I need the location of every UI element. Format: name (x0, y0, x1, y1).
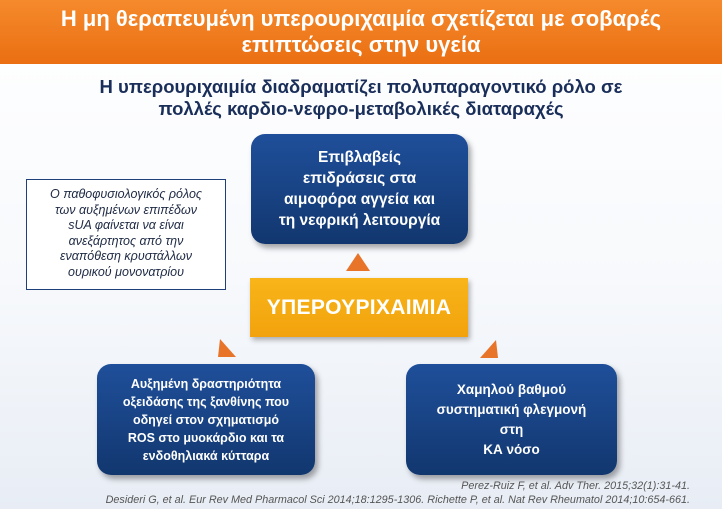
note-line: Ο παθοφυσιολογικός ρόλος (50, 187, 202, 201)
box-top-line: τη νεφρική λειτουργία (278, 212, 441, 229)
title-bar (0, 0, 722, 64)
reference-line-1: Perez-Ruiz F, et al. Adv Ther. 2015;32(1):31-41. (461, 480, 690, 492)
box-left-line: ενδοθηλιακά κύτταρα (142, 448, 270, 463)
box-left-line: Αυξημένη δραστηριότητα (130, 376, 282, 391)
note-line: ουρικού μονονατρίου (68, 264, 184, 279)
subtitle-line-1: Η υπερουριχαιμία διαδραματίζει πολυπαραγοντικό ρόλο σε (99, 76, 623, 97)
subtitle-line-2: πολλές καρδιο-νεφρο-μεταβολικές διαταραχές (158, 98, 564, 119)
title-line-1: Η μη θεραπευμένη υπερουριχαιμία σχετίζεται με σοβαρές (60, 6, 662, 31)
arrow-up-icon (345, 252, 371, 272)
note-line: των αυξημένων επιπέδων (55, 202, 197, 217)
box-top-line: αιμοφόρα αγγεία και (284, 191, 435, 208)
title-line-2: επιπτώσεις στην υγεία (241, 32, 481, 57)
reference-line-2: Desideri G, et al. Eur Rev Med Pharmacol Sci 2014;18:1295-1306. Richette P, et al. Nat Rev Rheumatol 2014;10:654-661. (105, 494, 690, 506)
references (0, 479, 690, 507)
box-right-line: ΚΑ νόσο (483, 441, 540, 457)
box-left-line: οξειδάσης της ξανθίνης που (122, 394, 290, 409)
subtitle (30, 76, 692, 120)
box-right-line: Χαμηλού βαθμού (456, 381, 567, 397)
effect-box-vessels-kidney (251, 134, 468, 244)
box-right-line: στη (499, 421, 524, 437)
box-left-line: ROS στο μυοκάρδιο και τα (127, 430, 285, 445)
arrow-right-icon (478, 338, 500, 360)
box-left-line: οδηγεί στον σχηματισμό (132, 412, 280, 427)
center-label: ΥΠΕΡΟΥΡΙΧΑΙΜΙΑ (266, 295, 452, 319)
note-box (26, 179, 226, 290)
box-top-line: επιδράσεις στα (302, 170, 417, 187)
note-line: εναπόθεση κρυστάλλων (60, 249, 192, 263)
arrow-left-icon (216, 337, 238, 359)
box-right-line: συστηματική φλεγμονή (436, 401, 587, 417)
center-box-hyperuricemia (250, 278, 468, 337)
note-line: sUA φαίνεται να είναι (68, 218, 184, 232)
box-top-line: Επιβλαβείς (317, 149, 402, 166)
effect-box-xanthine-oxidase (97, 364, 315, 475)
effect-box-inflammation (406, 364, 617, 475)
note-line: ανεξάρτητος από την (68, 233, 184, 248)
